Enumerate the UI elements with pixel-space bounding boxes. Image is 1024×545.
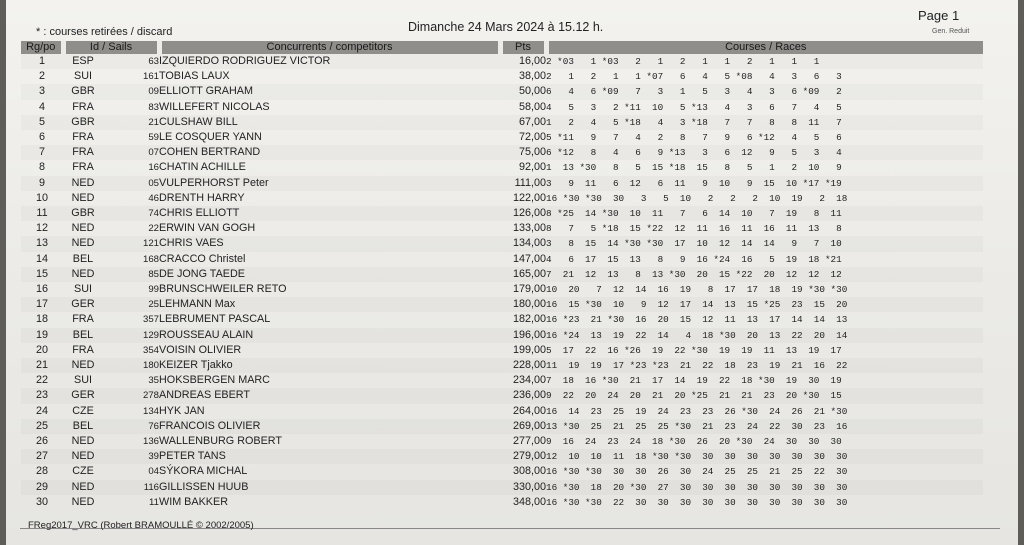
table-row — [21, 160, 983, 175]
nation-cell: NED — [63, 480, 103, 495]
table-row — [21, 495, 983, 510]
footer-credit: FReg2017_VRC (Robert BRAMOULLÉ © 2002/2005) — [28, 520, 254, 531]
table-row — [21, 176, 983, 191]
points-cell: 133,00 — [512, 222, 546, 235]
competitor-name-cell: CULSHAW BILL — [159, 115, 500, 130]
competitor-name-cell: LEBRUMENT PASCAL — [159, 313, 271, 326]
table-row — [21, 480, 983, 495]
nation-cell: NED — [63, 267, 103, 282]
table-row — [21, 464, 983, 479]
race-results-cell: 9 16 24 23 24 18 *30 26 20 *30 24 30 30 30 — [546, 436, 842, 448]
competitor-name-cell: WILLEFERT NICOLAS — [159, 100, 270, 113]
competitor-name-cell: BRUNSCHWEILER RETO — [159, 283, 287, 296]
nation-cell: FRA — [72, 313, 94, 326]
nation-cell: GBR — [63, 84, 103, 99]
table-row — [21, 84, 983, 99]
competitor-name-cell: COHEN BERTRAND — [159, 145, 500, 160]
col-id-sails: Id / Sails — [63, 41, 159, 54]
rank-cell: 30 — [35, 495, 48, 508]
competitor-name-cell: HYK JAN — [159, 404, 205, 417]
competitor-name-cell: KEIZER Tjakko — [159, 358, 500, 373]
competitor-name-cell: CHATIN ACHILLE — [159, 161, 246, 174]
rank-cell: 12 — [35, 222, 48, 235]
competitor-name-cell: GILLISSEN HUUB — [159, 480, 500, 495]
rank-cell: 18 — [35, 313, 48, 326]
competitor-name-cell: WALLENBURG ROBERT — [159, 435, 282, 448]
points-cell: 147,00 — [512, 252, 546, 265]
sail-number-cell: 09 — [103, 84, 159, 99]
results-sheet — [6, 0, 1018, 545]
rank-cell: 29 — [21, 480, 63, 495]
race-results-cell: 3 9 11 6 12 6 11 9 10 9 15 10 *17 *19 — [546, 176, 983, 191]
race-results-cell: 12 10 10 11 18 *30 *30 30 30 30 30 30 30 30 — [546, 449, 983, 464]
sail-number-cell: 99 — [148, 284, 159, 296]
race-results-cell: 16 *23 21 *30 16 20 15 12 11 13 17 14 14 13 — [546, 314, 848, 326]
race-results-cell: 16 15 *30 10 9 12 17 14 13 15 *25 23 15 20 — [546, 297, 983, 312]
nation-cell: GBR — [63, 115, 103, 130]
nation-cell: GBR — [63, 206, 103, 221]
sail-number-cell: 59 — [148, 132, 159, 144]
sail-number-cell: 121 — [103, 236, 159, 251]
sail-number-cell: 22 — [148, 223, 159, 235]
race-results-cell: 2 1 2 1 1 *07 6 4 5 *08 4 3 6 3 — [546, 71, 842, 83]
results-table — [21, 41, 983, 510]
table-row — [21, 191, 983, 206]
points-cell: 134,00 — [500, 236, 546, 251]
competitor-name-cell: DE JONG TAEDE — [159, 267, 500, 282]
table-row — [21, 312, 983, 327]
rank-cell: 5 — [21, 115, 63, 130]
rank-cell: 17 — [21, 297, 63, 312]
rank-cell: 9 — [21, 176, 63, 191]
nation-cell: FRA — [72, 100, 94, 113]
points-cell: 16,00 — [500, 54, 546, 69]
nation-cell: NED — [63, 449, 103, 464]
race-results-cell: 2 *03 1 *03 2 1 2 1 1 2 1 1 1 — [546, 54, 983, 69]
nation-cell: SUI — [74, 70, 92, 83]
nation-cell: CZE — [72, 404, 94, 417]
table-row — [21, 100, 983, 115]
points-cell: 330,00 — [500, 480, 546, 495]
points-cell: 348,00 — [512, 495, 546, 508]
competitor-name-cell: SÝKORA MICHAL — [159, 465, 248, 478]
sail-number-cell: 83 — [148, 101, 159, 113]
race-results-cell: 5 17 22 16 *26 19 22 *30 19 19 11 13 19 17 — [546, 344, 842, 356]
rank-cell: 6 — [38, 131, 45, 144]
points-cell: 122,00 — [512, 191, 546, 204]
rank-cell: 11 — [21, 206, 63, 221]
rank-cell: 24 — [35, 404, 48, 417]
race-results-cell: 16 *30 *30 30 3 5 10 2 2 2 10 19 2 18 — [546, 192, 848, 204]
race-results-cell: 16 14 23 25 19 24 23 23 26 *30 24 26 21 *30 — [546, 405, 848, 417]
competitor-name-cell: FRANCOIS OLIVIER — [159, 419, 500, 434]
table-row — [21, 404, 983, 419]
points-cell: 58,00 — [518, 100, 546, 113]
points-cell: 50,00 — [500, 84, 546, 99]
race-results-cell: 16 *24 13 19 22 14 4 18 *30 20 13 22 20 14 — [546, 328, 983, 343]
rank-cell: 25 — [21, 419, 63, 434]
points-cell: 199,00 — [512, 343, 546, 356]
nation-cell: NED — [71, 222, 95, 235]
nation-cell: GER — [63, 388, 103, 403]
points-cell: 67,00 — [500, 115, 546, 130]
sail-number-cell: 168 — [142, 253, 159, 265]
competitor-name-cell: VULPERHORST Peter — [159, 176, 500, 191]
table-row — [21, 358, 983, 373]
nation-cell: NED — [63, 358, 103, 373]
rank-cell: 15 — [21, 267, 63, 282]
points-cell: 38,00 — [518, 70, 546, 83]
points-cell: 165,00 — [500, 267, 546, 282]
rank-cell: 3 — [21, 84, 63, 99]
table-row — [21, 236, 983, 251]
race-results-cell: 8 7 5 *18 15 *22 12 11 16 11 16 11 13 8 — [546, 223, 842, 235]
race-results-cell: 9 22 20 24 20 21 20 *25 21 21 23 20 *30 15 — [546, 388, 983, 403]
sail-number-cell: 35 — [148, 375, 159, 387]
rank-cell: 10 — [35, 191, 48, 204]
points-cell: 308,00 — [512, 465, 546, 478]
competitor-name-cell: VOISIN OLIVIER — [159, 343, 242, 356]
points-cell: 269,00 — [500, 419, 546, 434]
col-points: Pts — [500, 41, 546, 54]
competitor-name-cell: DRENTH HARRY — [159, 191, 245, 204]
table-row — [21, 221, 983, 236]
points-cell: 72,00 — [518, 131, 546, 144]
nation-cell: NED — [71, 495, 95, 508]
race-results-cell: 6 4 6 *09 7 3 1 5 3 4 3 6 *09 2 — [546, 84, 983, 99]
race-results-cell: 13 *30 25 21 25 25 *30 21 23 24 22 30 23 16 — [546, 419, 983, 434]
table-row — [21, 115, 983, 130]
sail-number-cell: 16 — [148, 162, 159, 174]
rank-cell: 16 — [35, 283, 48, 296]
table-row — [21, 69, 983, 84]
sail-number-cell: 85 — [103, 267, 159, 282]
race-results-cell: 10 20 7 12 14 16 19 8 17 17 18 19 *30 *30 — [546, 284, 848, 296]
rank-cell: 21 — [21, 358, 63, 373]
race-results-cell: 1 2 4 5 *18 4 3 *18 7 7 8 8 11 7 — [546, 115, 983, 130]
nation-cell: NED — [63, 236, 103, 251]
competitor-name-cell: LEHMANN Max — [159, 297, 500, 312]
race-results-cell: 5 *11 9 7 4 2 8 7 9 6 *12 4 5 6 — [546, 132, 842, 144]
rank-cell: 13 — [21, 236, 63, 251]
col-competitors: Concurrents / competitors — [159, 41, 500, 54]
table-row — [21, 419, 983, 434]
competitor-name-cell: CHRIS ELLIOTT — [159, 206, 500, 221]
sail-number-cell: 07 — [103, 145, 159, 160]
points-cell: 234,00 — [512, 374, 546, 387]
page-number: Page 1 — [918, 8, 960, 23]
sail-number-cell: 74 — [103, 206, 159, 221]
sail-number-cell: 25 — [103, 297, 159, 312]
sail-number-cell: 05 — [103, 176, 159, 191]
race-results-cell: 7 21 12 13 8 13 *30 20 15 *22 20 12 12 12 — [546, 267, 983, 282]
points-cell: 182,00 — [512, 313, 546, 326]
sail-number-cell: 21 — [103, 115, 159, 130]
competitor-name-cell: HOKSBERGEN MARC — [159, 374, 270, 387]
competitor-name-cell: IZQUIERDO RODRIGUEZ VICTOR — [159, 54, 500, 69]
race-results-cell: 4 5 3 2 *11 10 5 *13 4 3 6 7 4 5 — [546, 101, 842, 113]
sail-number-cell: 278 — [103, 388, 159, 403]
table-row — [21, 145, 983, 160]
sail-number-cell: 136 — [142, 436, 159, 448]
nation-cell: ESP — [63, 54, 103, 69]
points-cell: 180,00 — [500, 297, 546, 312]
rank-cell: 28 — [35, 465, 48, 478]
sail-number-cell: 129 — [103, 328, 159, 343]
nation-cell: GER — [63, 297, 103, 312]
points-cell: 92,00 — [518, 161, 546, 174]
competitor-name-cell: WIM BAKKER — [159, 495, 228, 508]
rank-cell: 22 — [35, 374, 48, 387]
nation-cell: NED — [71, 191, 95, 204]
sail-number-cell: 180 — [103, 358, 159, 373]
report-date: Dimanche 24 Mars 2024 à 15.12 h. — [408, 20, 604, 34]
competitor-name-cell: PETER TANS — [159, 449, 500, 464]
table-row — [21, 373, 983, 388]
race-results-cell: 6 *12 8 4 6 9 *13 3 6 12 9 5 3 4 — [546, 145, 983, 160]
competitor-name-cell: ERWIN VAN GOGH — [159, 222, 256, 235]
race-results-cell: 8 *25 14 *30 10 11 7 6 14 10 7 19 8 11 — [546, 206, 983, 221]
race-results-cell: 7 18 16 *30 21 17 14 19 22 18 *30 19 30 19 — [546, 375, 842, 387]
points-cell: 279,00 — [500, 449, 546, 464]
table-row — [21, 328, 983, 343]
points-cell: 111,00 — [500, 176, 546, 191]
competitor-name-cell: CRACCO Christel — [159, 252, 246, 265]
sail-number-cell: 161 — [142, 71, 159, 83]
points-cell: 196,00 — [500, 328, 546, 343]
nation-cell: SUI — [74, 374, 92, 387]
table-row — [21, 267, 983, 282]
sail-number-cell: 357 — [142, 314, 159, 326]
rank-cell: 2 — [38, 70, 45, 83]
competitor-name-cell: LE COSQUER YANN — [159, 131, 262, 144]
points-cell: 126,00 — [500, 206, 546, 221]
race-results-cell: 4 6 17 15 13 8 9 16 *24 16 5 19 18 *21 — [546, 253, 842, 265]
sail-number-cell: 76 — [103, 419, 159, 434]
nation-cell: BEL — [63, 419, 103, 434]
nation-cell: FRA — [72, 161, 94, 174]
points-cell: 75,00 — [500, 145, 546, 160]
nation-cell: FRA — [72, 343, 94, 356]
table-row — [21, 434, 983, 449]
race-results-cell: 1 13 *30 8 5 15 *18 15 8 5 1 2 10 9 — [546, 162, 842, 174]
rank-cell: 8 — [38, 161, 45, 174]
discard-note: * : courses retirées / discard — [36, 26, 173, 38]
nation-cell: NED — [63, 176, 103, 191]
points-cell: 236,00 — [500, 388, 546, 403]
nation-cell: CZE — [72, 465, 94, 478]
race-results-cell: 11 19 19 17 *23 *23 21 22 18 23 19 21 16 22 — [546, 358, 983, 373]
nation-cell: BEL — [63, 328, 103, 343]
table-row — [21, 449, 983, 464]
nation-cell: FRA — [63, 145, 103, 160]
race-results-cell: 16 *30 *30 30 30 26 30 24 25 25 21 25 22 30 — [546, 466, 848, 478]
report-type: Gen. Reduit — [932, 28, 970, 35]
rank-cell: 20 — [35, 343, 48, 356]
table-header-row — [21, 41, 983, 54]
rank-cell: 19 — [21, 328, 63, 343]
table-row — [21, 130, 983, 145]
points-cell: 228,00 — [500, 358, 546, 373]
nation-cell: FRA — [72, 131, 94, 144]
sail-number-cell: 116 — [103, 480, 159, 495]
sail-number-cell: 354 — [142, 344, 159, 356]
competitor-name-cell: ROUSSEAU ALAIN — [159, 328, 500, 343]
competitor-name-cell: TOBIAS LAUX — [159, 70, 230, 83]
nation-cell: NED — [71, 435, 95, 448]
sail-number-cell: 04 — [148, 466, 159, 478]
rank-cell: 23 — [21, 388, 63, 403]
table-row — [21, 206, 983, 221]
table-row — [21, 252, 983, 267]
points-cell: 264,00 — [512, 404, 546, 417]
nation-cell: BEL — [72, 252, 94, 265]
rank-cell: 14 — [35, 252, 48, 265]
sail-number-cell: 11 — [149, 496, 159, 508]
sail-number-cell: 46 — [148, 192, 159, 204]
table-row — [21, 54, 983, 69]
sail-number-cell: 134 — [142, 405, 159, 417]
sail-number-cell: 63 — [103, 54, 159, 69]
competitor-name-cell: ELLIOTT GRAHAM — [159, 84, 500, 99]
table-row — [21, 282, 983, 297]
col-races: Courses / Races — [546, 41, 983, 54]
sail-number-cell: 39 — [103, 449, 159, 464]
rank-cell: 27 — [21, 449, 63, 464]
points-cell: 277,00 — [512, 435, 546, 448]
table-row — [21, 388, 983, 403]
rank-cell: 26 — [35, 435, 48, 448]
rank-cell: 1 — [21, 54, 63, 69]
nation-cell: SUI — [74, 283, 92, 296]
table-row — [21, 297, 983, 312]
race-results-cell: 3 8 15 14 *30 *30 17 10 12 14 14 9 7 10 — [546, 236, 983, 251]
competitor-name-cell: CHRIS VAES — [159, 236, 500, 251]
race-results-cell: 16 *30 18 20 *30 27 30 30 30 30 30 30 30 30 — [546, 480, 983, 495]
rank-cell: 4 — [38, 100, 45, 113]
competitor-name-cell: ANDREAS EBERT — [159, 388, 500, 403]
race-results-cell: 16 *30 *30 22 30 30 30 30 30 30 30 30 30 30 — [546, 496, 848, 508]
table-row — [21, 343, 983, 358]
points-cell: 179,00 — [512, 283, 546, 296]
rank-cell: 7 — [21, 145, 63, 160]
col-rank: Rg/po — [21, 41, 63, 54]
